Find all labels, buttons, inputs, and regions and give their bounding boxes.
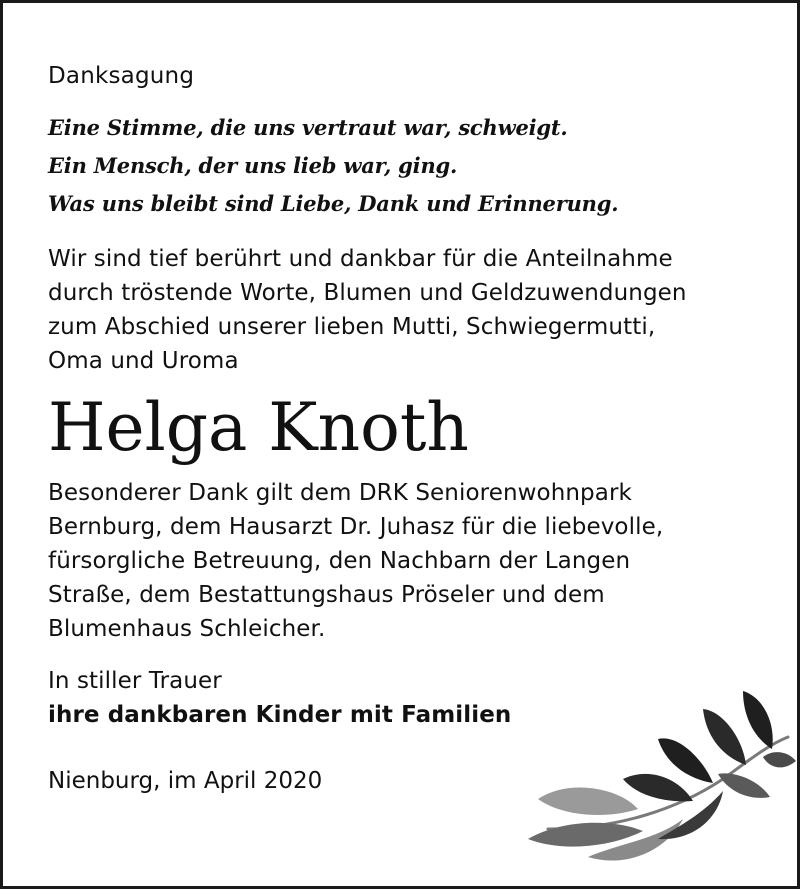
thanks-line: fürsorgliche Betreuung, den Nachbarn der Langen	[48, 548, 631, 574]
intro-line: Oma und Uroma	[48, 348, 239, 374]
signoff-line: In stiller Trauer	[48, 668, 222, 694]
notice-heading: Danksagung	[48, 63, 195, 89]
deceased-name: Helga Knoth	[48, 389, 469, 466]
intro-paragraph	[48, 242, 748, 378]
place-date: Nienburg, im April 2020	[48, 768, 323, 794]
thanks-line: Blumenhaus Schleicher.	[48, 616, 326, 642]
thanks-line: Bernburg, dem Hausarzt Dr. Juhasz für die liebevolle,	[48, 514, 664, 540]
poem-block	[48, 109, 748, 223]
poem-line: Eine Stimme, die uns vertraut war, schweigt.	[48, 115, 568, 140]
thanks-line: Besonderer Dank gilt dem DRK Seniorenwohnpark	[48, 480, 632, 506]
poem-line: Was uns bleibt sind Liebe, Dank und Erinnerung.	[48, 191, 619, 216]
thanks-paragraph	[48, 476, 748, 646]
poem-line: Ein Mensch, der uns lieb war, ging.	[48, 153, 458, 178]
thanks-line: Straße, dem Bestattungshaus Pröseler und dem	[48, 582, 605, 608]
intro-line: durch tröstende Worte, Blumen und Geldzuwendungen	[48, 280, 687, 306]
olive-branch-icon	[508, 679, 798, 889]
intro-line: zum Abschied unserer lieben Mutti, Schwiegermutti,	[48, 314, 656, 340]
signoff-family: ihre dankbaren Kinder mit Familien	[48, 702, 512, 728]
intro-line: Wir sind tief berührt und dankbar für die Anteilnahme	[48, 246, 673, 272]
